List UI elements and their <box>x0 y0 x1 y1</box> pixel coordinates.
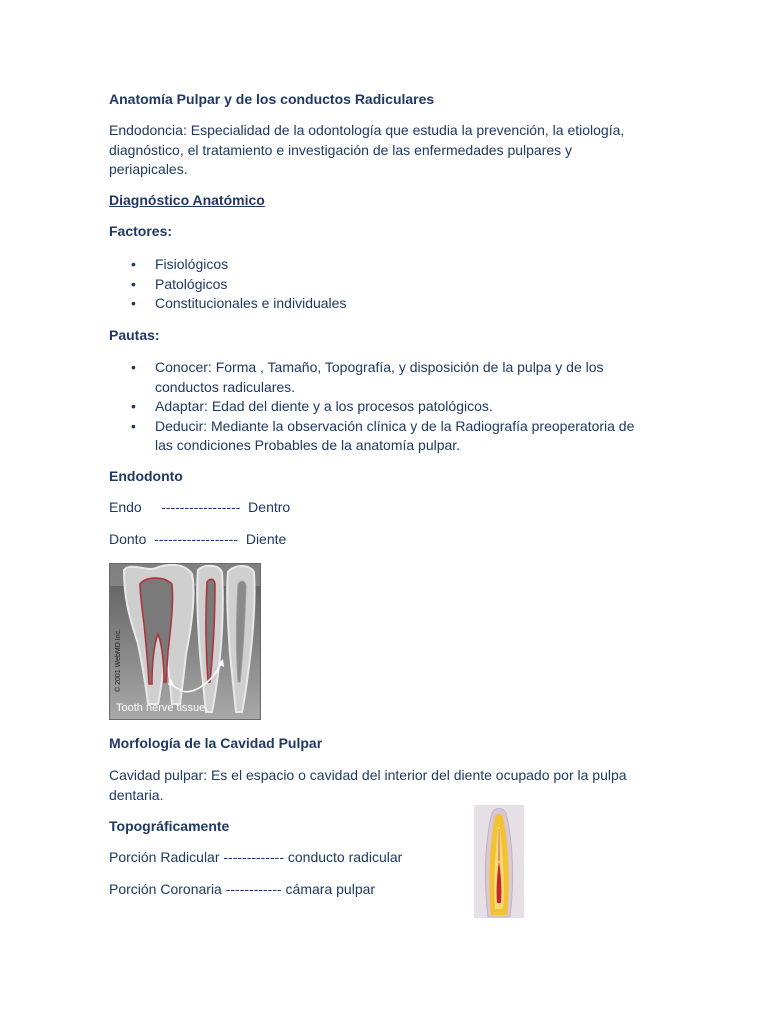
intro-line: Endodoncia: Especialidad de la odontología que estudia la prevención, la etiología, <box>109 122 625 138</box>
list-item-label: Patológicos <box>155 275 228 292</box>
endodonto-line-donto: Donto ------------------ Diente <box>109 531 287 547</box>
endodonto-heading: Endodonto <box>109 468 183 484</box>
bullet-icon: • <box>131 417 136 434</box>
intro-line: periapicales. <box>109 161 188 177</box>
pautas-heading: Pautas: <box>109 327 160 343</box>
intro-line: diagnóstico, el tratamiento e investigación de las enfermedades pulpares y <box>109 141 573 158</box>
section-diagnostico-heading: Diagnóstico Anatómico <box>109 192 265 208</box>
bullet-icon: • <box>131 256 136 272</box>
page-title: Anatomía Pulpar y de los conductos Radiculares <box>109 91 435 107</box>
list-item <box>109 294 346 314</box>
tooth-nerve-image <box>109 563 261 720</box>
topografia-line-radicular: Porción Radicular ------------- conducto radicular <box>109 849 403 865</box>
list-item <box>109 358 634 397</box>
morfologia-paragraph <box>109 766 627 805</box>
list-item <box>109 397 634 417</box>
list-item-label: Adaptar: Edad del diente y a los procesos patológicos. <box>155 398 493 414</box>
morfologia-heading: Morfología de la Cavidad Pulpar <box>109 735 323 751</box>
list-item <box>109 417 634 456</box>
list-item-label: Conocer: Forma , Tamaño, Topografía, y disposición de la pulpa y de los conductos radiculares. <box>155 359 604 395</box>
endodonto-line-endo: Endo ----------------- Dentro <box>109 499 291 515</box>
intro-paragraph <box>109 121 624 180</box>
bullet-icon: • <box>131 359 136 375</box>
list-item-label: Fisiológicos <box>155 256 229 272</box>
image-caption: Tooth nerve tissue. <box>116 702 209 714</box>
list-item-label: Constitucionales e individuales <box>155 295 347 311</box>
list-item <box>109 255 346 275</box>
image-watermark: © 2001 WebMD Inc. <box>115 629 122 692</box>
morfologia-line: Cavidad pulpar: Es el espacio o cavidad del interior del diente ocupado por la pulpa <box>109 767 627 783</box>
bullet-icon: • <box>131 398 136 414</box>
factores-list <box>109 255 346 314</box>
morfologia-line: dentaria. <box>109 786 164 803</box>
root-canal-image <box>474 805 524 918</box>
pautas-list <box>109 358 634 456</box>
bullet-icon: • <box>131 275 136 292</box>
list-item-label: Deducir: Mediante la observación clínica y de la Radiografía preoperatoria de las condiciones Probables de la anatomía pulpar. <box>155 417 635 453</box>
factores-heading: Factores: <box>109 223 173 239</box>
list-item <box>109 275 346 295</box>
topografia-line-coronaria: Porción Coronaria ------------ cámara pulpar <box>109 881 376 897</box>
bullet-icon: • <box>131 295 136 311</box>
topografia-heading: Topográficamente <box>109 818 230 834</box>
